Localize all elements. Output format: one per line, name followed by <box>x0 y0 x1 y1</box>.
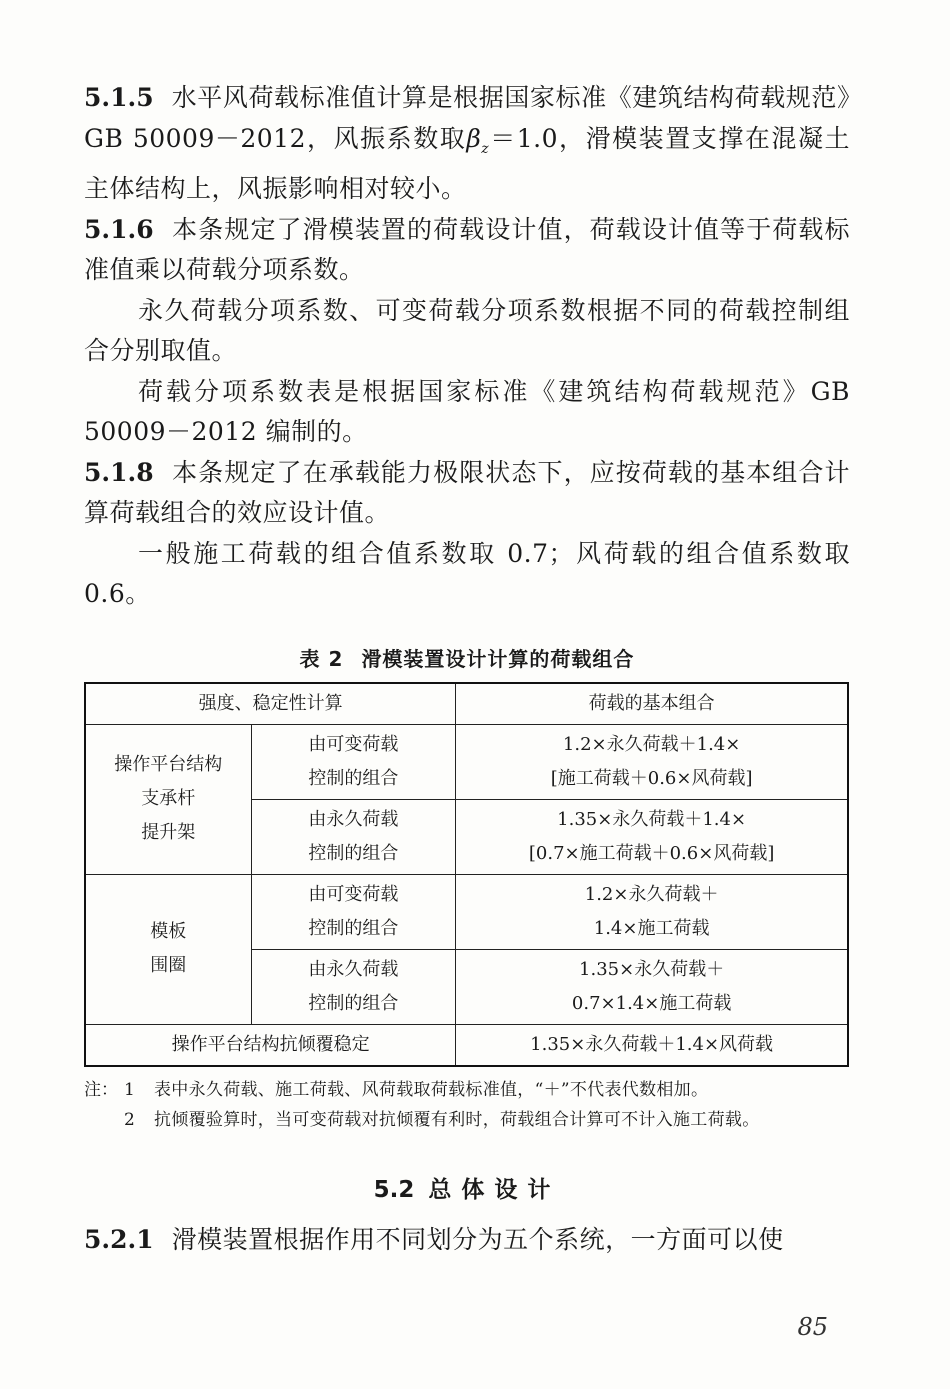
note-item: 2 抗倾覆验算时，当可变荷载对抗倾覆有利时，荷载组合计算可不计入施工荷载。 <box>124 1109 760 1130</box>
note-lead: 注： <box>84 1079 118 1100</box>
table-notes <box>84 1075 850 1135</box>
condition-cell: 由可变荷载 控制的组合 <box>251 874 456 949</box>
load-combination-table <box>84 682 849 1067</box>
section-heading: 5.2 总体设计 <box>373 1176 561 1203</box>
clause-text: 水平风荷载标准值计算是根据国家标准《建筑结构荷载规范》GB 50009－2012，风振系数取 <box>84 83 850 153</box>
para-5-1-5 <box>84 78 850 210</box>
table-header-row <box>85 683 848 725</box>
condition-cell: 由可变荷载 控制的组合 <box>251 724 456 799</box>
clause-number: 5.1.6 <box>84 214 154 244</box>
para-5-1-8 <box>84 453 850 534</box>
condition-cell: 由永久荷载 控制的组合 <box>251 949 456 1024</box>
clause-number: 5.1.8 <box>84 457 154 487</box>
para-5-1-6 <box>84 210 850 291</box>
combination-cell: 1.2×永久荷载＋1.4× [施工荷载＋0.6×风荷载] <box>456 724 848 799</box>
note-item: 注： 1 表中永久荷载、施工荷载、风荷载取荷载标准值，“＋”不代表代数相加。 <box>84 1075 850 1105</box>
para-factor-values: 永久荷载分项系数、可变荷载分项系数根据不同的荷载控制组合分别取值。 <box>84 295 850 365</box>
group-cell: 操作平台结构 支承杆 提升架 <box>85 724 251 874</box>
header-cell: 强度、稳定性计算 <box>85 683 456 725</box>
para-factor-table-source: 荷载分项系数表是根据国家标准《建筑结构荷载规范》GB 50009－2012 编制的。 <box>84 376 850 446</box>
clause-number: 5.2.1 <box>84 1224 154 1254</box>
combination-cell: 1.2×永久荷载＋ 1.4×施工荷载 <box>456 874 848 949</box>
clause-text-cont: ＝1.0，滑模装置支撑在混凝土主体结构上，风振影响相对较小。 <box>84 123 850 203</box>
para-5-2-1 <box>84 1220 850 1261</box>
table-row <box>85 724 848 799</box>
header-cell: 荷载的基本组合 <box>456 683 848 725</box>
para-combination-factors: 一般施工荷载的组合值系数取 0.7；风荷载的组合值系数取 0.6。 <box>84 538 850 608</box>
combination-cell: 1.35×永久荷载＋1.4×风荷载 <box>456 1024 848 1066</box>
table-title: 表 2 滑模装置设计计算的荷载组合 <box>299 646 635 671</box>
condition-cell: 由永久荷载 控制的组合 <box>251 799 456 874</box>
clause-number: 5.1.5 <box>84 83 154 112</box>
table-row <box>85 874 848 949</box>
clause-text: 本条规定了在承载能力极限状态下，应按荷载的基本组合计算荷载组合的效应设计值。 <box>84 457 850 527</box>
combination-cell: 1.35×永久荷载＋1.4× [0.7×施工荷载＋0.6×风荷载] <box>456 799 848 874</box>
page-body <box>84 78 850 1260</box>
clause-text: 本条规定了滑模装置的荷载设计值，荷载设计值等于荷载标准值乘以荷载分项系数。 <box>84 214 850 284</box>
table-row <box>85 1024 848 1066</box>
group-cell: 模板 围圈 <box>85 874 251 1024</box>
clause-text: 滑模装置根据作用不同划分为五个系统，一方面可以使 <box>171 1224 784 1254</box>
overturning-label-cell: 操作平台结构抗倾覆稳定 <box>85 1024 456 1066</box>
page-number: 85 <box>797 1313 828 1341</box>
beta-symbol: $\beta_z$ <box>466 123 490 157</box>
combination-cell: 1.35×永久荷载＋ 0.7×1.4×施工荷载 <box>456 949 848 1024</box>
